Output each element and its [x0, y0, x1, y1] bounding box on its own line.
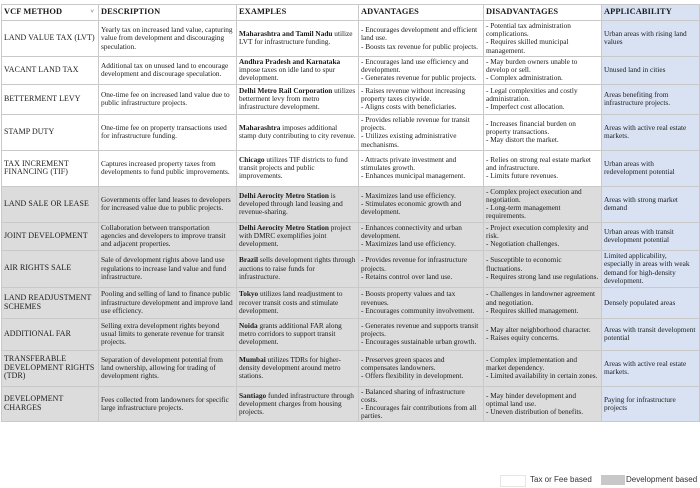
example-text: imposes additional stamp duty contributing to city revenue. — [239, 123, 356, 141]
example-place: Delhi Aerocity Metro Station — [239, 190, 329, 200]
table-row — [2, 222, 700, 250]
advantages-cell: - Generates revenue and supports transit projects. - Encourages sustainable urban growth. — [359, 318, 484, 350]
table-row — [2, 287, 700, 318]
examples-cell — [237, 56, 359, 84]
example-place: Delhi Metro Rail Corporation — [239, 86, 333, 95]
example-place: Andhra Pradesh and Karnataka — [239, 57, 341, 66]
advantages-cell: - Encourages development and efficient land use. - Boosts tax revenue for public projects. — [359, 21, 484, 57]
example-text: utilizes TDRs for higher-density development around metro stations. — [239, 354, 341, 381]
legend-tax-swatch — [500, 475, 526, 487]
legend-dev-label: Development based — [626, 475, 698, 484]
method-cell: AIR RIGHTS SALE — [2, 250, 99, 287]
applicability-cell: Areas with active real estate markets. — [602, 114, 700, 150]
applicability-cell: Urban areas with transit development potential — [602, 222, 700, 250]
header-disadvantages: DISADVANTAGES — [484, 5, 602, 21]
table-row — [2, 386, 700, 422]
advantages-cell: - Raises revenue without increasing property taxes citywide. - Aligns costs with beneficiaries. — [359, 84, 484, 114]
disadvantages-cell: - Legal complexities and costly administration. - Imperfect cost allocation. — [484, 84, 602, 114]
example-place: Noida — [239, 320, 258, 330]
example-text: grants additional FAR along metro corridors to support transit development. — [239, 320, 342, 347]
method-cell: ADDITIONAL FAR — [2, 318, 99, 350]
header-method: VCF METHOD ˅ — [2, 5, 99, 21]
header-description: DESCRIPTION — [99, 5, 237, 21]
advantages-cell: - Enhances connectivity and urban development. - Maximizes land use efficiency. — [359, 222, 484, 250]
method-cell: DEVELOPMENT CHARGES — [2, 386, 99, 422]
disadvantages-cell: - May alter neighborhood character. - Raises equity concerns. — [484, 318, 602, 350]
method-cell: LAND SALE OR LEASE — [2, 186, 99, 222]
example-text: utilizes betterment levy from metro infrastructure development. — [239, 86, 356, 112]
example-text: utilizes land readjustment to recover transit costs and stimulate development. — [239, 289, 343, 315]
table-row — [2, 186, 700, 222]
description-cell: One-time fee on increased land value due to public infrastructure projects. — [99, 84, 237, 114]
method-cell: TAX INCREMENT FINANCING (TIF) — [2, 150, 99, 186]
advantages-cell: - Encourages land use efficiency and development. - Generates revenue for public projects. — [359, 56, 484, 84]
method-cell: JOINT DEVELOPMENT — [2, 222, 99, 250]
description-cell: Separation of development potential from land ownership, allowing for trading of development rights. — [99, 350, 237, 386]
vcf-methods-table — [1, 4, 700, 422]
example-place: Chicago — [239, 155, 265, 164]
applicability-cell: Areas with strong market demand — [602, 186, 700, 222]
applicability-cell: Areas with active real estate markets. — [602, 350, 700, 386]
applicability-cell: Unused land in cities — [602, 56, 700, 84]
applicability-cell: Urban areas with redevelopment potential — [602, 150, 700, 186]
table-row — [2, 350, 700, 386]
disadvantages-cell: - Challenges in landowner agreement and negotiation. - Requires skilled management. — [484, 287, 602, 318]
method-cell: STAMP DUTY — [2, 114, 99, 150]
description-cell: Sale of development rights above land use regulations to increase land value and fund infrastructure. — [99, 250, 237, 287]
examples-cell — [237, 350, 359, 386]
example-text: sells development rights through auctions to raise funds for infrastructure. — [239, 255, 356, 281]
advantages-cell: - Provides revenue for infrastructure projects. - Retains control over land use. — [359, 250, 484, 287]
advantages-cell: - Balanced sharing of infrastructure costs. - Encourages fair contributions from all parties. — [359, 386, 484, 422]
method-cell: LAND VALUE TAX (LVT) — [2, 21, 99, 57]
description-cell: Selling extra development rights beyond usual limits to generate revenue for transit projects. — [99, 318, 237, 350]
disadvantages-cell: - Complex project execution and negotiation. - Long-term management requirements. — [484, 186, 602, 222]
advantages-cell: - Preserves green spaces and compensates landowners. - Offers flexibility in development. — [359, 350, 484, 386]
header-examples: EXAMPLES — [237, 5, 359, 21]
examples-cell — [237, 21, 359, 57]
example-place: Maharashtra — [239, 123, 281, 133]
disadvantages-cell: - Project execution complexity and risk. - Negotiation challenges. — [484, 222, 602, 250]
table-row — [2, 150, 700, 186]
header-applicability: APPLICABILITY — [602, 5, 700, 21]
example-text: impose taxes on idle land to spur development. — [239, 65, 336, 83]
header-advantages: ADVANTAGES — [359, 5, 484, 21]
applicability-cell: Limited applicability, especially in areas with weak demand for high-density development. — [602, 250, 700, 287]
examples-cell — [237, 186, 359, 222]
disadvantages-cell: - May burden owners unable to develop or sell. - Complex administration. — [484, 56, 602, 84]
examples-cell — [237, 250, 359, 287]
table-row — [2, 84, 700, 114]
examples-cell — [237, 386, 359, 422]
description-cell: Yearly tax on increased land value, capturing value from development and discouraging speculation. — [99, 21, 237, 57]
description-cell: Captures increased property taxes from developments to fund public improvements. — [99, 150, 237, 186]
example-place: Santiago — [239, 390, 267, 400]
example-place: Brazil — [239, 255, 259, 265]
description-cell: Collaboration between transportation agencies and developers to improve transit and adjacent properties. — [99, 222, 237, 250]
applicability-cell: Areas with transit development potential — [602, 318, 700, 350]
description-cell: Governments offer land leases to developers for increased value due to public projects. — [99, 186, 237, 222]
advantages-cell: - Provides reliable revenue for transit projects. - Utilizes existing administrative mechanisms. — [359, 114, 484, 150]
applicability-cell: Densely populated areas — [602, 287, 700, 318]
method-cell: VACANT LAND TAX — [2, 56, 99, 84]
disadvantages-cell: - Susceptible to economic fluctuations. - Requires strong land use regulations. — [484, 250, 602, 287]
examples-cell — [237, 287, 359, 318]
advantages-cell: - Maximizes land use efficiency. - Stimulates economic growth and development. — [359, 186, 484, 222]
advantages-cell: - Boosts property values and tax revenues. - Encourages community involvement. — [359, 287, 484, 318]
example-text: utilizes TIF districts to fund transit projects and public improvements. — [239, 155, 348, 181]
example-text: is developed through land leasing and revenue-sharing. — [239, 190, 343, 217]
example-place: Delhi Aerocity Metro Station — [239, 222, 329, 232]
disadvantages-cell: - Relies on strong real estate market and infrastructure. - Limits future revenues. — [484, 150, 602, 186]
sort-indicator-icon: ˅ — [90, 9, 94, 16]
legend-tax-label: Tax or Fee based — [530, 475, 592, 484]
example-place: Tokyo — [239, 289, 259, 299]
examples-cell — [237, 222, 359, 250]
examples-cell — [237, 84, 359, 114]
example-text: funded infrastructure through development charges from housing projects. — [239, 390, 354, 417]
example-place: Maharashtra and Tamil Nadu — [239, 29, 333, 39]
examples-cell — [237, 318, 359, 350]
table-row — [2, 250, 700, 287]
legend-dev-swatch — [601, 475, 625, 485]
example-place: Mumbai — [239, 354, 266, 364]
disadvantages-cell: - Potential tax administration complications. - Requires skilled municipal management. — [484, 21, 602, 57]
advantages-cell: - Attracts private investment and stimulates growth. - Enhances municipal management. — [359, 150, 484, 186]
disadvantages-cell: - Increases financial burden on property transactions. - May distort the market. — [484, 114, 602, 150]
method-cell: LAND READJUSTMENT SCHEMES — [2, 287, 99, 318]
table-row — [2, 318, 700, 350]
applicability-cell: Urban areas with rising land values — [602, 21, 700, 57]
table-row — [2, 56, 700, 84]
applicability-cell: Areas benefiting from infrastructure projects. — [602, 84, 700, 114]
table-row — [2, 21, 700, 57]
example-text: utilize LVT for infrastructure funding. — [239, 29, 353, 47]
applicability-cell: Paying for infrastructure projects — [602, 386, 700, 422]
description-cell: Fees collected from landowners for specific large infrastructure projects. — [99, 386, 237, 422]
table-row — [2, 114, 700, 150]
examples-cell — [237, 150, 359, 186]
description-cell: Pooling and selling of land to finance public infrastructure development and improve land use efficiency. — [99, 287, 237, 318]
disadvantages-cell: - May hinder development and optimal land use. - Uneven distribution of benefits. — [484, 386, 602, 422]
header-row — [2, 5, 700, 21]
description-cell: One-time fee on property transactions used for infrastructure funding. — [99, 114, 237, 150]
method-cell: BETTERMENT LEVY — [2, 84, 99, 114]
disadvantages-cell: - Complex implementation and market dependency. - Limited availability in certain zones. — [484, 350, 602, 386]
examples-cell — [237, 114, 359, 150]
description-cell: Additional tax on unused land to encourage development and discourage speculation. — [99, 56, 237, 84]
example-text: project with DMRC exemplifies joint development. — [239, 222, 352, 249]
method-cell: TRANSFERABLE DEVELOPMENT RIGHTS (TDR) — [2, 350, 99, 386]
